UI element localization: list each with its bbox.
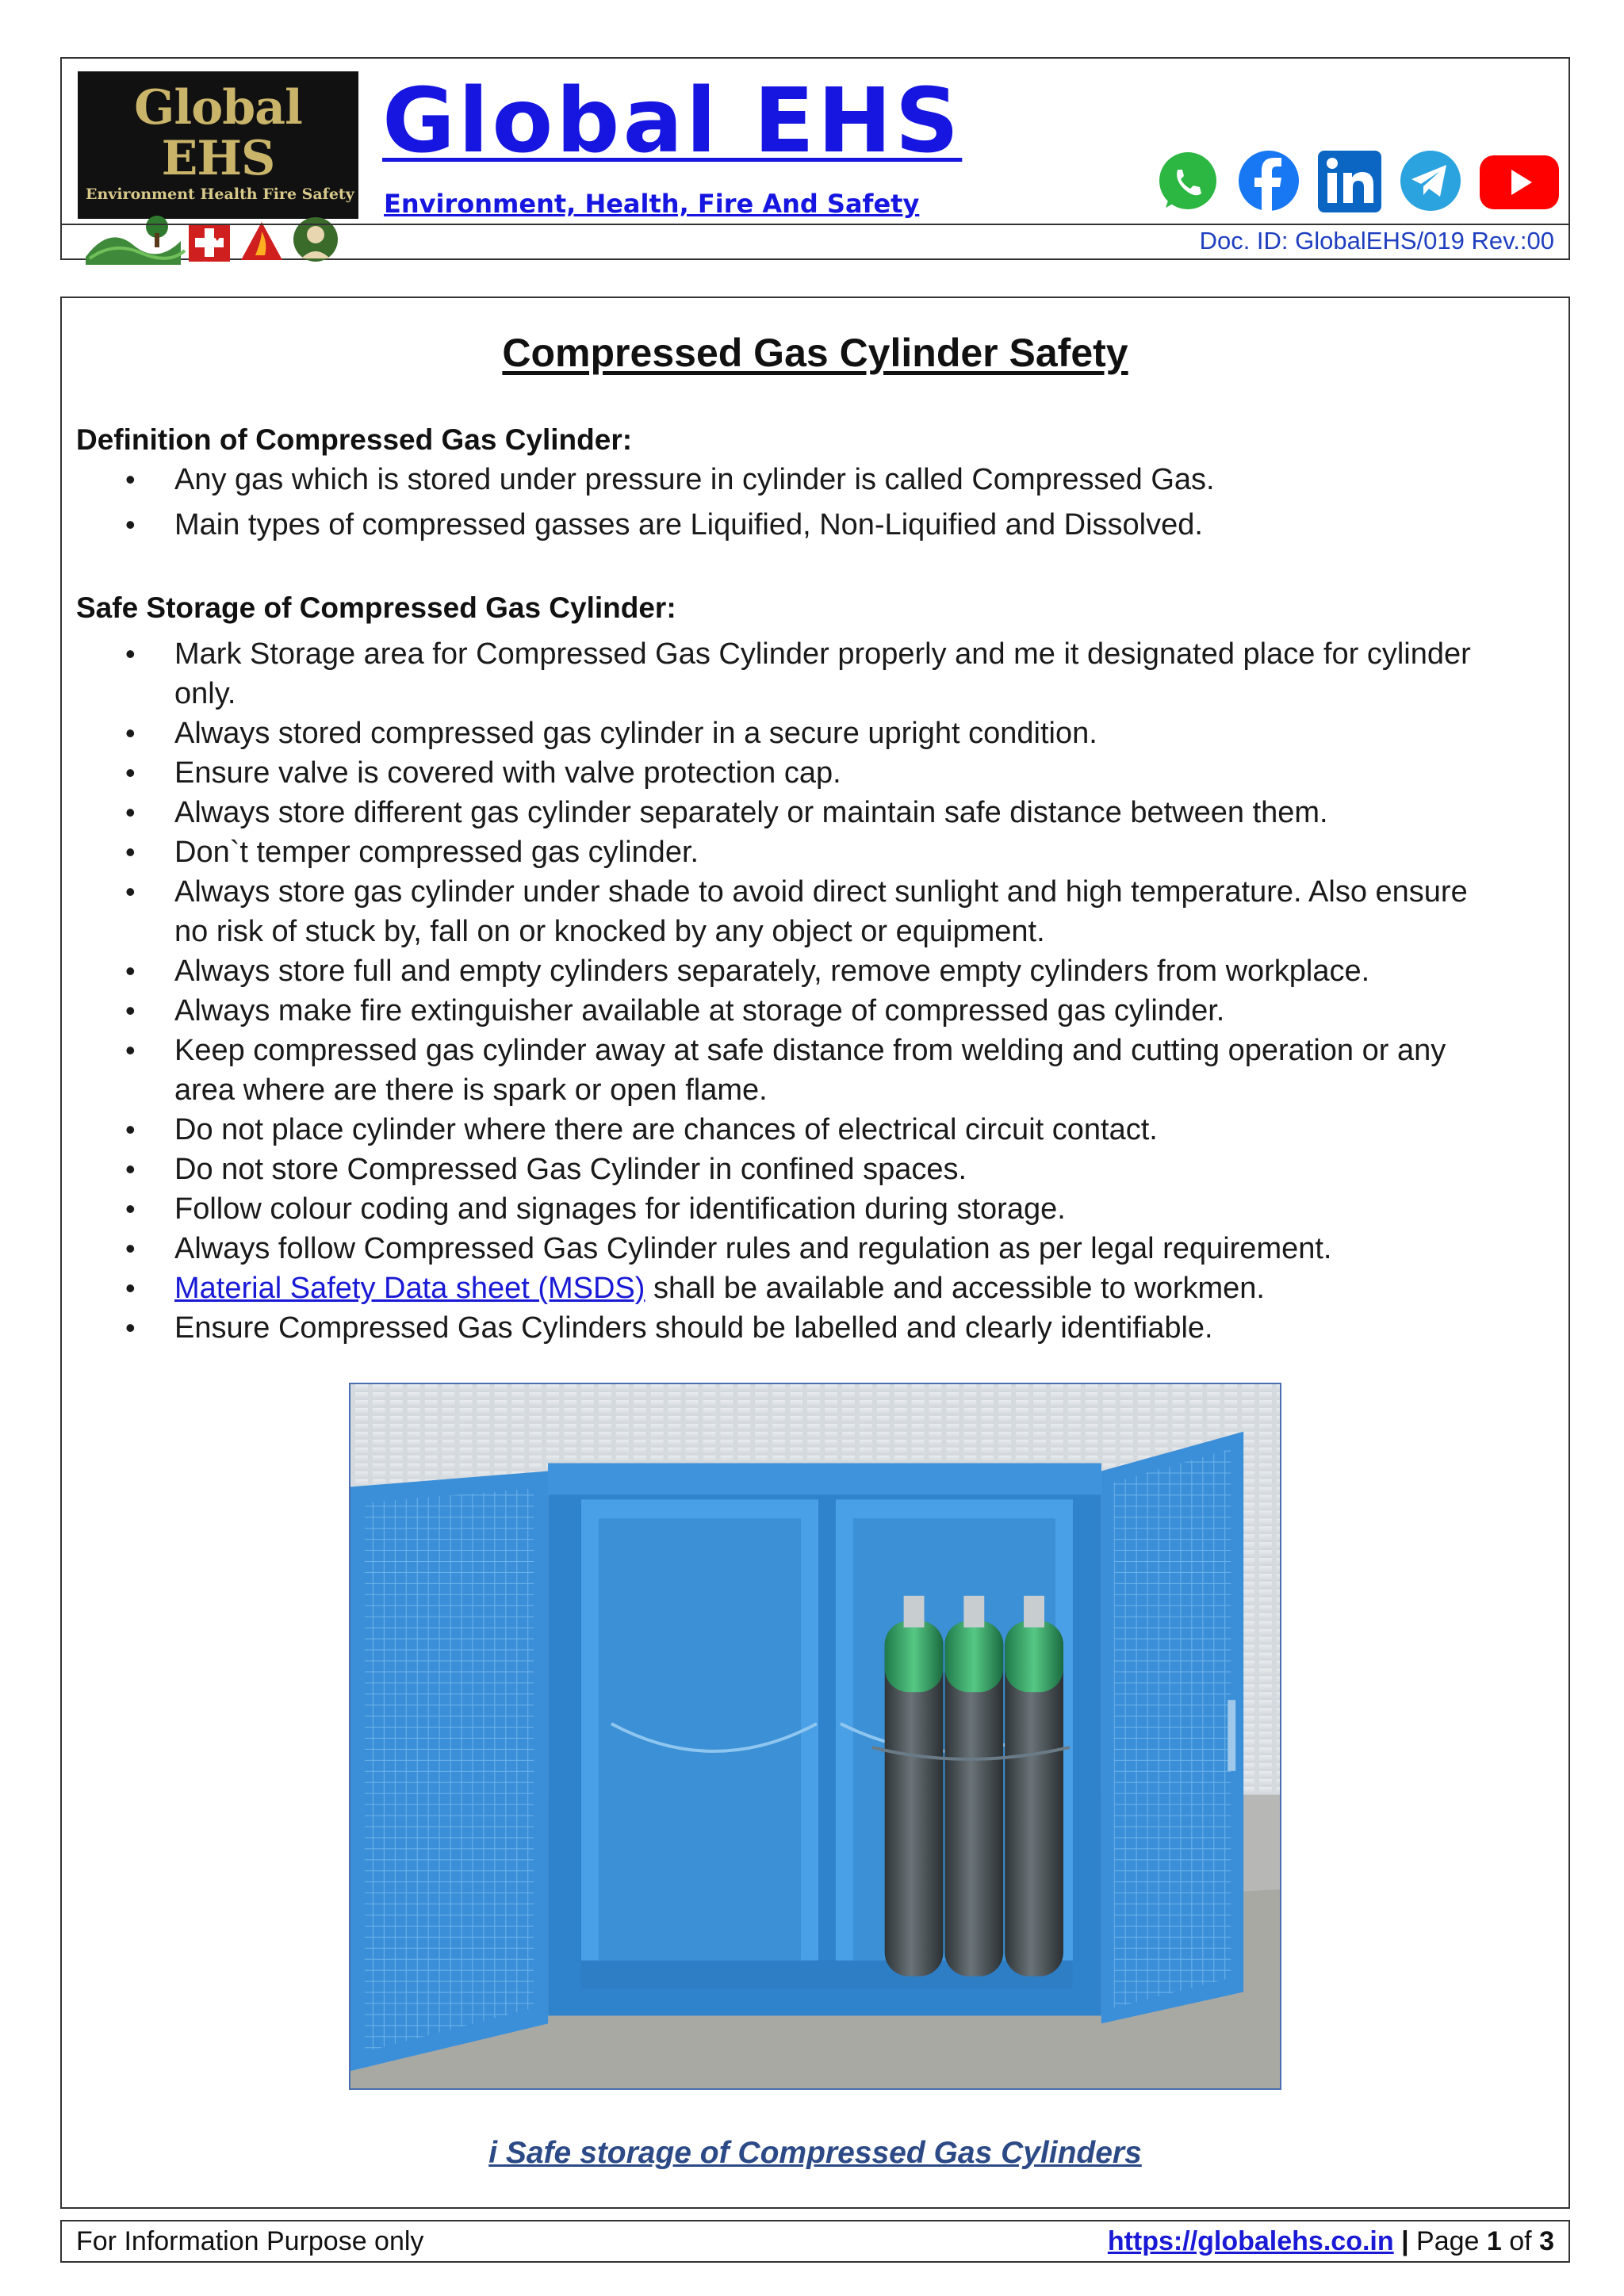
list-item: • Mark Storage area for Compressed Gas Cylinder properly and me it designated place for cylinder only. [62, 634, 1505, 714]
logo-emblem-icon [86, 209, 350, 265]
youtube-icon[interactable] [1478, 147, 1561, 214]
footer-disclaimer: For Information Purpose only [76, 2226, 424, 2256]
definition-bullet-list [62, 460, 1505, 545]
list-item: • Always store gas cylinder under shade to avoid direct sunlight and high temperature. Also ensure no risk of stuck by, fall on or knocked by any object or equipment. [62, 872, 1505, 951]
linkedin-icon[interactable] [1316, 147, 1383, 214]
list-item: • Don`t temper compressed gas cylinder. [62, 832, 1505, 872]
website-link[interactable]: https://globalehs.co.in [1107, 2226, 1394, 2256]
list-item: • Follow colour coding and signages for identification during storage. [62, 1189, 1505, 1229]
list-item: • Always store different gas cylinder separately or maintain safe distance between them. [62, 793, 1505, 832]
page-of-label: of [1501, 2226, 1540, 2256]
cylinder-cabinet-image [349, 1383, 1281, 2090]
whatsapp-icon[interactable] [1155, 147, 1221, 214]
list-item-msds [62, 1269, 1505, 1308]
section-heading-definition: Definition of Compressed Gas Cylinder: [76, 423, 633, 456]
gas-cylinders [872, 1596, 1070, 1976]
page-current: 1 [1486, 2226, 1502, 2256]
page-label: Page [1416, 2226, 1487, 2256]
telegram-icon[interactable] [1397, 147, 1464, 214]
list-item: • Do not store Compressed Gas Cylinder in confined spaces. [62, 1150, 1505, 1189]
brand-subtitle: Environment, Health, Fire And Safety [384, 189, 920, 219]
list-item: • Always stored compressed gas cylinder in a secure upright condition. [62, 714, 1505, 753]
list-item: • Keep compressed gas cylinder away at safe distance from welding and cutting operation or any area where are there is spark or open flame. [62, 1031, 1505, 1110]
logo-subtitle: Environment Health Fire Safety [86, 186, 354, 203]
image-caption: i Safe storage of Compressed Gas Cylinders [488, 2136, 1142, 2170]
msds-text: shall be available and accessible to workmen. [645, 1272, 1265, 1305]
facebook-icon[interactable] [1235, 147, 1302, 214]
footer-page-info [1108, 2221, 1554, 2261]
page-title: Compressed Gas Cylinder Safety [502, 331, 1128, 375]
list-item: • Any gas which is stored under pressure in cylinder is called Compressed Gas. [62, 460, 1505, 499]
document-header [60, 57, 1570, 260]
list-item: • Main types of compressed gasses are Liquified, Non-Liquified and Dissolved. [62, 505, 1505, 545]
document-id: Doc. ID: GlobalEHS/019 Rev.:00 [1199, 227, 1554, 254]
global-ehs-logo [78, 71, 358, 219]
list-item: • Ensure valve is covered with valve protection cap. [62, 753, 1505, 793]
list-item: • Always follow Compressed Gas Cylinder rules and regulation as per legal requirement. [62, 1229, 1505, 1269]
list-item: • Always store full and empty cylinders separately, remove empty cylinders from workplace. [62, 951, 1505, 991]
page-total: 3 [1539, 2226, 1554, 2256]
storage-bullet-list [62, 634, 1505, 1348]
list-item: • Always make fire extinguisher available at storage of compressed gas cylinder. [62, 991, 1505, 1031]
list-item: • Do not place cylinder where there are chances of electrical circuit contact. [62, 1110, 1505, 1150]
document-body [60, 297, 1570, 2209]
section-heading-safe-storage: Safe Storage of Compressed Gas Cylinder: [76, 591, 676, 624]
list-item: • Ensure Compressed Gas Cylinders should be labelled and clearly identifiable. [62, 1308, 1505, 1348]
footer-separator: | [1393, 2226, 1417, 2256]
brand-title: Global EHS [382, 70, 963, 173]
logo-title: Global EHS [134, 80, 302, 186]
document-footer [60, 2220, 1570, 2263]
msds-link[interactable]: Material Safety Data sheet (MSDS) [174, 1272, 645, 1305]
